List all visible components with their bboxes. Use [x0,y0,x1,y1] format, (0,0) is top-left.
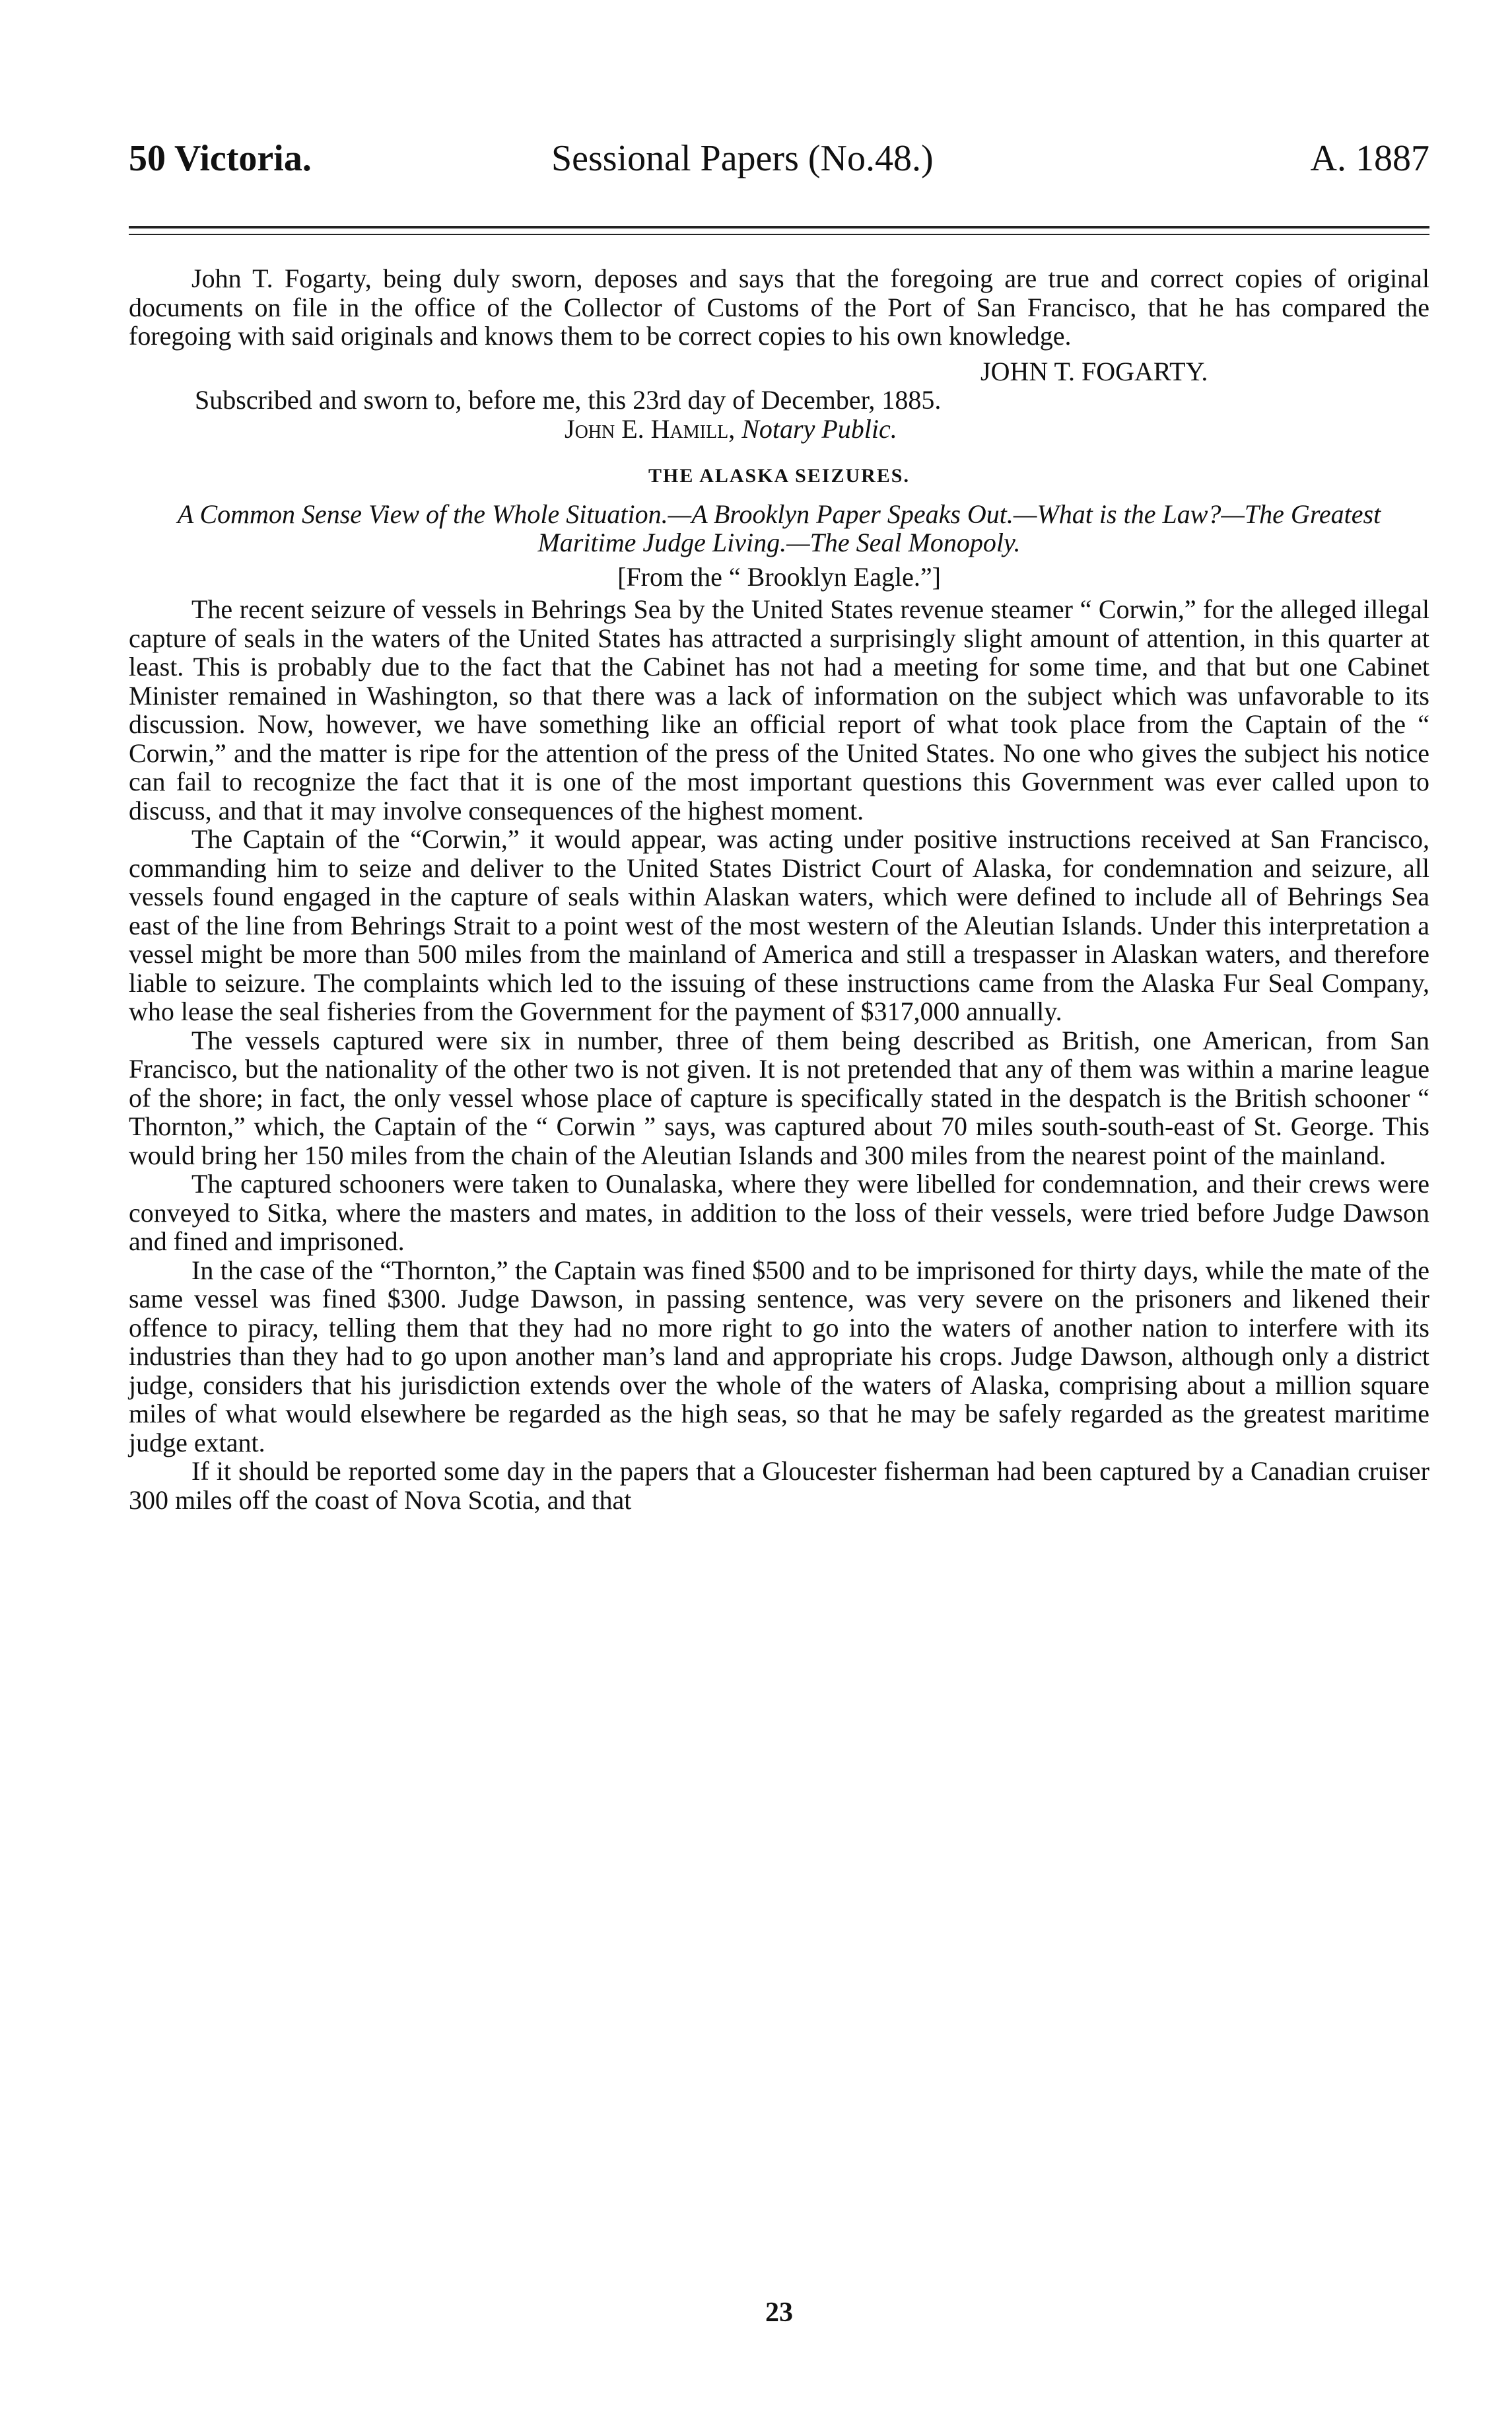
article-paragraph: If it should be reported some day in the papers that a Gloucester fisherman had been captured by a Canadian cruiser 300 miles off the coast of Nova Scotia, and that [129,1456,1429,1515]
page-number: 23 [765,2297,793,2328]
article-paragraph: The recent seizure of vessels in Behrings Sea by the United States revenue steamer “ Corwin,” for the alleged illegal capture of seals in the waters of the United States has attracted a surprisingly slight amount of attention, in this quarter at least. This is probably due to the fact that the Cabinet has not had a meeting for some time, and that but one Cabinet Minister remained in Washington, so that there was a lack of information on the subject which was unfavorable to its discussion. Now, however, we have something like an official report of what took place from the Captain of the “ Corwin,” and the matter is ripe for the attention of the press of the United States. No one who gives the subject his notice can fail to recognize the fact that it is one of the most important questions this Government was ever called upon to discuss, and that it may involve consequences of the highest moment. [129,594,1429,825]
header-session: 50 Victoria. [129,138,312,179]
article-paragraph: The captured schooners were taken to Ounalaska, where they were libelled for condemnation, and their crews were conveyed to Sitka, where the masters and mates, in addition to the loss of their vessels, were tried before Judge Dawson and fined and imprisoned. [129,1169,1429,1256]
header-title: Sessional Papers (No.48.) [551,138,934,179]
article-paragraph: In the case of the “Thornton,” the Captain was fined $500 and to be imprisoned for thirty days, while the mate of the same vessel was fined $300. Judge Dawson, in passing sentence, was very severe on the prisoners and likened their offence to piracy, telling them that they had no more right to go into the waters of another nation to interfere with its industries than they had to go upon another man’s land and appropriate his crops. Judge Dawson, although only a district judge, considers that his jurisdiction extends over the whole of the waters of Alaska, comprising about a million square miles of what would elsewhere be regarded as the high seas, so that he may be safely regarded as the greatest maritime judge extant. [129,1255,1429,1457]
notary-title: Notary Public. [741,413,897,444]
article-paragraph: The Captain of the “Corwin,” it would appear, was acting under positive instructions received at San Francisco, commanding him to seize and deliver to the United States District Court of Alaska, for condemnation and seizure, all vessels found engaged in the capture of seals within Alaskan waters, which were defined to include all of Behrings Sea east of the line from Behrings Strait to a point west of the most western of the Aleutian Islands. Under this interpretation a vessel might be more than 500 miles from the mainland of America and still a trespasser in Alaskan waters, and therefore liable to seizure. The complaints which led to the issuing of these instructions came from the Alaska Fur Seal Company, who lease the seal fisheries from the Government for the payment of $317,000 annually. [129,824,1429,1026]
article-title: THE ALASKA SEIZURES. [648,465,910,487]
notary-line [129,415,1429,444]
header-year: A. 1887 [1310,138,1429,179]
header-rule-thin [129,234,1429,235]
affidavit-signature: JOHN T. FOGARTY. [980,356,1208,386]
notary-name: John E. Hamill, [565,413,736,444]
document-page [129,0,1429,2413]
article-paragraph: The vessels captured were six in number, three of them being described as British, one American, from San Francisco, but the nationality of the other two is not given. It is not pretended that any of them was within a marine league of the shore; in fact, the only vessel whose place of capture is specifically stated in the despatch is the British schooner “ Thornton,” which, the Captain of the “ Corwin ” says, was captured about 70 miles south-south-east of St. George. This would bring her 150 miles from the chain of the Aleutian Islands and 300 miles from the nearest point of the mainland. [129,1025,1429,1170]
page-body [129,264,1429,1514]
affidavit-subscribed: Subscribed and sworn to, before me, this 23rd day of December, 1885. [195,385,942,415]
article-source: [From the “ Brooklyn Eagle.”] [617,561,941,592]
article-subtitle: A Common Sense View of the Whole Situation.—A Brooklyn Paper Speaks Out.—What is the Law?—The Greatest Maritime Judge Living.—The Seal Monopoly. [177,499,1381,557]
affidavit-paragraph: John T. Fogarty, being duly sworn, deposes and says that the foregoing are true and correct copies of original documents on file in the office of the Collector of Customs of the Port of San Francisco, that he has compared the foregoing with said originals and knows them to be correct copies to his own knowledge. [129,263,1429,351]
page-header [129,132,1429,185]
header-rule-thick [129,226,1429,228]
